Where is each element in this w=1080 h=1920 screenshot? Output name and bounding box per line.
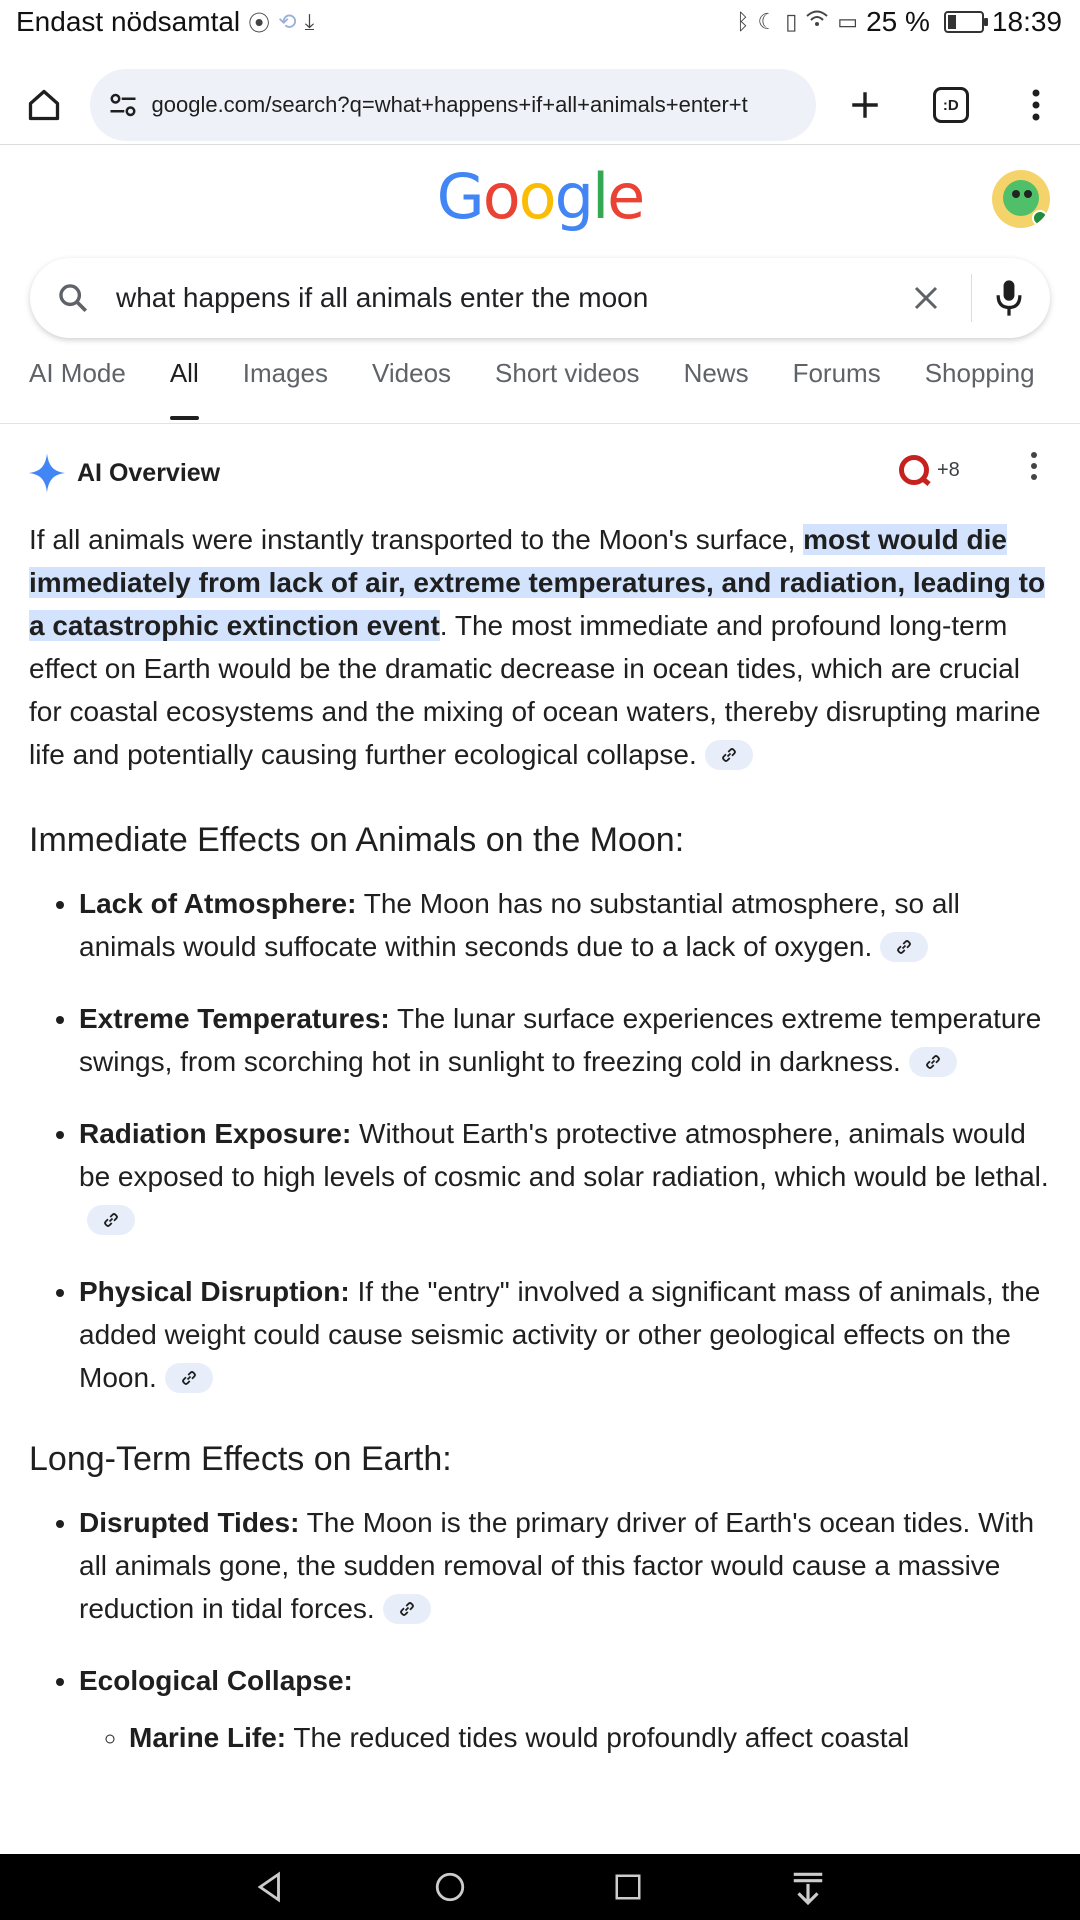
link-icon [398,1600,416,1618]
search-icon [56,281,90,315]
clear-icon[interactable] [911,283,941,313]
intro-highlight[interactable]: most would die immediately from lack of air, extreme temperatures, and radiation, leading to a catastrophic extinction event [29,524,1046,641]
item-text: The reduced tides would profoundly affect coastal [286,1722,910,1753]
charging-icon: + [959,9,969,26]
ai-overview-title: AI Overview [77,458,221,487]
home-button[interactable] [14,75,74,135]
wifi-icon [805,9,829,35]
quora-icon [899,455,929,485]
avatar[interactable] [992,170,1050,228]
list-item [129,1716,1054,1759]
item-term: Lack of Atmosphere: [79,888,357,919]
search-box[interactable] [30,258,1050,338]
search-separator [971,274,972,322]
link-icon [102,1211,120,1229]
back-icon[interactable] [253,1870,287,1904]
toolbar-divider [0,144,1080,145]
record-icon: ⦿ [248,10,271,36]
vibrate-icon: ▯ [785,9,798,34]
tab-forums[interactable]: Forums [792,358,881,388]
list-item [79,997,1054,1083]
google-logo-letter: o [518,160,555,233]
clock: 18:39 [991,6,1062,37]
microphone-icon[interactable] [994,279,1024,317]
plus-icon [848,88,882,122]
download-icon: ⤓ [304,9,315,34]
collapse-nav-icon[interactable] [789,1868,827,1906]
tab-switcher-button[interactable] [921,75,981,135]
source-link-button[interactable] [383,1594,431,1624]
tab-short-videos[interactable]: Short videos [495,358,640,388]
more-vert-icon [1029,451,1039,481]
link-icon [720,746,738,764]
site-settings-icon[interactable] [108,90,138,120]
tab-news[interactable]: News [683,358,749,388]
item-term: Extreme Temperatures: [79,1003,390,1034]
google-logo-letter: G [436,160,483,233]
bluetooth-icon: ᛒ [736,9,750,34]
tab-images[interactable]: Images [242,358,328,388]
long-term-effects-list [29,1501,1054,1759]
item-term: Physical Disruption: [79,1276,350,1307]
tab-videos[interactable]: Videos [372,358,452,388]
status-left [16,6,314,38]
battery-percent: 25 % [866,6,930,37]
avatar-eye [1012,190,1020,198]
section-heading-long-term: Long-Term Effects on Earth: [29,1440,452,1478]
home-nav-icon[interactable] [433,1870,467,1904]
source-link-button[interactable] [165,1363,213,1393]
search-input[interactable]: what happens if all animals enter the moon [116,282,649,313]
carrier-text: Endast nödsamtal [16,6,241,37]
source-link-button[interactable] [880,932,928,962]
browser-menu-button[interactable] [1007,75,1067,135]
source-link-button[interactable] [705,740,753,770]
battery-icon [944,11,984,33]
list-item [79,1270,1054,1399]
intro-text-continued: . The most immediate and profound long-term effect on Earth would be the dramatic decrease in ocean tides, which are crucial for coastal ecosystems and the mixing of ocean waters, thereby disrupting marine life and potentially causing further ecological collapse. [29,610,1041,770]
tab-ai-mode[interactable]: AI Mode [29,358,126,388]
item-term: Disrupted Tides: [79,1507,300,1538]
google-logo-letter: o [482,160,519,233]
item-text: The lunar surface experiences extreme temperature swings, from scorching hot in sunlight to freezing cold in darkness. [79,1003,1042,1077]
avatar-face [1003,180,1039,216]
battery-saver-icon: ▭ [837,9,859,34]
status-bar [0,0,1080,44]
more-vert-icon [1031,88,1041,122]
sync-icon: ⟲ [278,9,297,34]
google-logo-letter: g [554,160,592,233]
link-icon [180,1369,198,1387]
intro-text: If all animals were instantly transported to the Moon's surface, [29,524,804,555]
ai-overview-content [29,518,1054,1788]
item-text: Without Earth's protective atmosphere, animals would be exposed to high levels of cosmic and solar radiation, which would be lethal. [79,1118,1049,1192]
status-right [736,6,1062,38]
list-item [79,1501,1054,1630]
tab-shopping[interactable]: Shopping [924,358,1035,388]
avatar-eye [1024,190,1032,198]
item-term: Marine Life: [129,1722,287,1753]
list-item [79,1659,1054,1759]
immediate-effects-list [29,882,1054,1399]
list-item [79,1112,1054,1241]
tab-count: :D [933,87,969,123]
link-icon [895,938,913,956]
ai-overview-intro [29,518,1054,776]
source-link-button[interactable] [87,1205,135,1235]
url-bar[interactable] [90,69,816,141]
item-term: Radiation Exposure: [79,1118,352,1149]
moon-icon: ☾ [757,9,778,34]
recents-icon[interactable] [613,1872,643,1902]
ai-overview-menu-button[interactable] [1029,451,1039,486]
online-indicator [1032,210,1048,226]
google-logo-letter: e [607,160,644,233]
home-icon [26,87,62,123]
tabs-divider [0,423,1080,424]
item-text: The Moon has no substantial atmosphere, so all animals would suffocate within seconds due to a lack of oxygen. [79,888,960,962]
sources-count: +8 [937,458,960,481]
sources-button[interactable] [899,455,960,485]
sparkle-icon [29,453,65,493]
source-link-button[interactable] [909,1047,957,1077]
url-text[interactable]: google.com/search?q=what+happens+if+all+animals+enter+t [151,92,748,117]
item-term: Ecological Collapse: [79,1665,353,1696]
item-text: The Moon is the primary driver of Earth's ocean tides. With all animals gone, the sudden removal of this factor would cause a massive reduction in tidal forces. [79,1507,1035,1624]
tab-all[interactable]: All [170,358,199,408]
item-text: If the "entry" involved a significant mass of animals, the added weight could cause seismic activity or other geological effects on the Moon. [79,1276,1041,1393]
ecological-collapse-sublist [79,1716,1054,1759]
new-tab-button[interactable] [836,75,896,135]
search-tabs [29,358,1080,408]
google-logo[interactable] [0,160,1080,233]
system-navigation-bar [0,1854,1080,1920]
list-item [79,882,1054,968]
link-icon [924,1053,942,1071]
google-logo-letter: l [591,160,608,233]
ai-overview-header [29,451,1059,495]
section-heading-immediate: Immediate Effects on Animals on the Moon: [29,821,685,859]
